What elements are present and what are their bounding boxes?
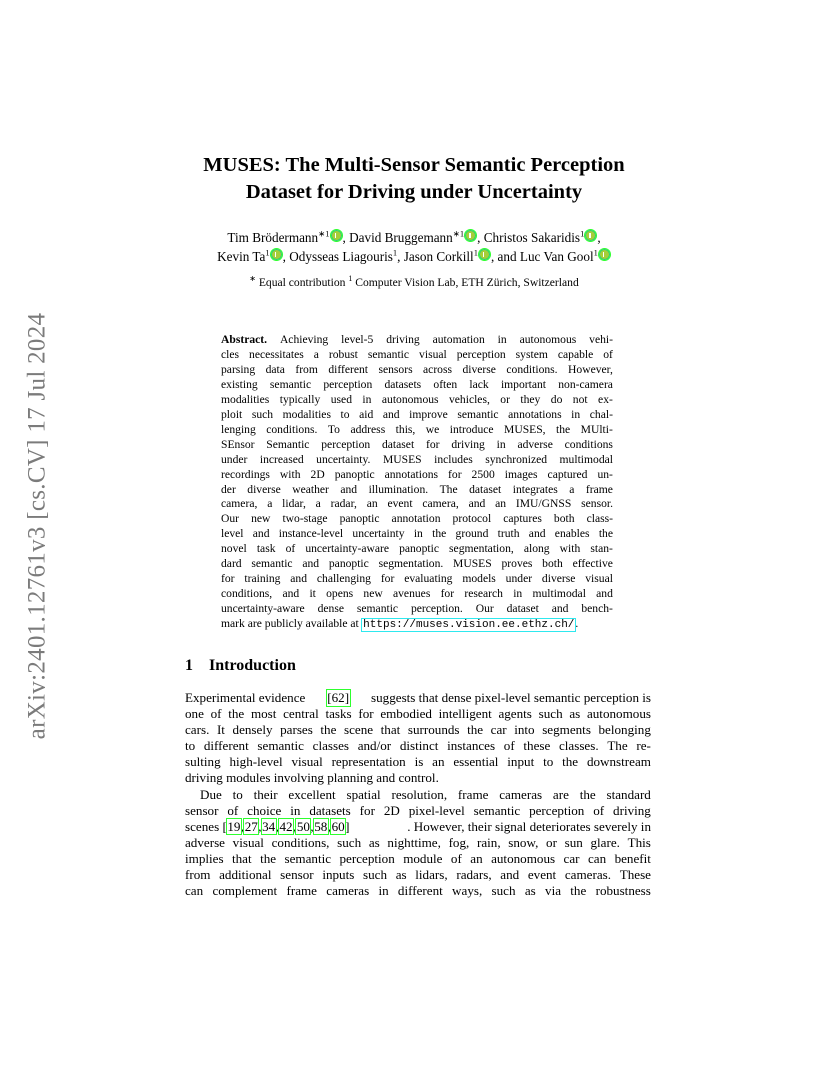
author-sup: 1	[473, 247, 478, 258]
body-line: implies that the semantic perception module of an autonomous car can benefit	[185, 850, 651, 866]
body-line	[185, 819, 651, 835]
body-line: sulting high-level visual representation is an essential input to the downstream	[185, 754, 651, 770]
abstract-line: der diverse weather and illumination. The dataset integrates a frame	[221, 482, 613, 496]
abstract-line: conditions, and it opens new avenues for research in multimodal and	[221, 587, 613, 601]
abstract-line: level and instance-level uncertainty in the ground truth and enables the	[221, 527, 613, 541]
affil-sup: ∗	[249, 274, 256, 284]
body-line: cars. It densely parses the scene that surrounds the car into segments belonging	[185, 722, 651, 738]
author-sup: 1	[593, 247, 598, 258]
body-line: to different semantic classes and/or distinct instances of these classes. The re-	[185, 738, 651, 754]
abstract-line	[221, 617, 613, 632]
abstract-line: under increased uncertainty. MUSES includes synchronized multimodal	[221, 452, 613, 466]
section-number: 1	[185, 657, 193, 674]
author-name: , Christos Sakaridis	[477, 230, 581, 245]
body-line: from additional sensor inputs such as lidars, radars, and event cameras. These	[185, 867, 651, 883]
title-line-2: Dataset for Driving under Uncertainty	[245, 181, 583, 203]
author-name: , David Bruggemann	[342, 230, 453, 245]
abstract-line: dard semantic and panoptic segmentation. MUSES proves both effective	[221, 557, 613, 571]
citation-link[interactable]: 50	[296, 818, 310, 834]
orcid-icon[interactable]	[465, 230, 476, 241]
body-text: scenes	[185, 818, 220, 834]
arxiv-identifier	[16, 296, 58, 756]
affiliation	[140, 275, 688, 291]
arxiv-id-text: arXiv:2401.12761v3 [cs.CV] 17 Jul 2024	[23, 312, 50, 740]
author-sup: 1	[580, 228, 585, 239]
citation-link[interactable]: 58	[314, 818, 328, 834]
citation-link[interactable]: 42	[279, 818, 293, 834]
abstract-line: existing semantic perception datasets often lack important non-camera	[221, 377, 613, 391]
body-text: suggests that dense pixel-level semantic perception is	[371, 690, 651, 705]
affil-sup: 1	[348, 274, 353, 284]
author-name: , and Luc Van Gool	[490, 249, 594, 264]
abstract-label: Abstract.	[221, 333, 268, 346]
author-sup: 1	[392, 247, 398, 258]
body-text: Experimental evidence	[185, 690, 306, 705]
abstract-line: camera, a lidar, a radar, an event camera, and an IMU/GNSS sensor.	[221, 497, 613, 511]
affil-text: Equal contribution	[255, 276, 349, 289]
paper-title	[150, 152, 678, 206]
abstract	[221, 333, 613, 632]
introduction-body	[185, 690, 651, 899]
body-line: one of the most central tasks for embodied intelligent agents such as autonomous	[185, 706, 651, 722]
body-text: scenes [19,27,34,42,50,58,60]	[185, 818, 350, 834]
abstract-line: lenging conditions. To address this, we introduce MUSES, the MUlti-	[221, 422, 613, 436]
section-heading-introduction	[185, 656, 296, 676]
body-line: Due to their excellent spatial resolution, frame cameras are the standard	[200, 786, 651, 802]
abstract-line: ploit such modalities to aid and improve semantic annotations in chal-	[221, 407, 613, 421]
author-name: , Jason Corkill	[397, 249, 474, 264]
abstract-text: mark are publicly available at	[221, 617, 359, 631]
body-line: driving modules involving planning and control.	[185, 770, 439, 786]
abstract-line: SEnsor Semantic perception dataset for driving in adverse conditions	[221, 437, 613, 451]
citation-link[interactable]: 19	[227, 818, 241, 834]
orcid-icon[interactable]	[585, 230, 596, 241]
author-name: Kevin Ta	[217, 249, 266, 264]
title-line-1: MUSES: The Multi-Sensor Semantic Perception	[203, 154, 625, 176]
section-title: Introduction	[209, 657, 296, 674]
author-separator: ,	[597, 230, 601, 245]
abstract-line: Our new two-stage panoptic annotation protocol captures both class-	[221, 512, 613, 526]
citation-link[interactable]: 27	[244, 818, 258, 834]
author-line-1	[140, 228, 688, 247]
abstract-period: .	[575, 617, 579, 631]
abstract-line: modalities typically used in autonomous vehicles, or they do not ex-	[221, 392, 613, 406]
citation-link[interactable]: 34	[262, 818, 276, 834]
author-sup: ∗1	[452, 228, 465, 239]
author-name: Tim Brödermann	[227, 230, 319, 245]
body-line: can complement frame cameras in different ways, such as via the robustness	[185, 883, 651, 899]
body-line	[185, 690, 651, 706]
abstract-line: parsing data from different sensors across diverse conditions. However,	[221, 362, 613, 376]
citation-link[interactable]: 60	[331, 818, 345, 834]
abstract-line: recordings with 2D panoptic annotations for 2500 images captured un-	[221, 467, 613, 481]
body-text: . However, their signal deteriorates severely in	[407, 818, 651, 834]
orcid-icon[interactable]	[331, 230, 342, 241]
abstract-line: for training and challenging for evaluating models under diverse visual	[221, 572, 613, 586]
abstract-line: novel task of uncertainty-aware panoptic segmentation, along with stan-	[221, 542, 613, 556]
author-line-2	[140, 247, 688, 266]
author-sup: ∗1	[318, 228, 330, 239]
body-line: sensor of choice in datasets for 2D pixel-level semantic perception of driving	[185, 802, 651, 818]
orcid-icon[interactable]	[479, 249, 490, 260]
abstract-line: cles necessitates a robust semantic visual perception system capable of	[221, 347, 613, 361]
citation-link[interactable]: [62]	[327, 690, 350, 705]
affil-text: Computer Vision Lab, ETH Zürich, Switzerland	[352, 276, 579, 289]
abstract-line: uncertainty-aware dense semantic perception. Our dataset and bench-	[221, 602, 613, 616]
abstract-line: Abstract. Achieving level-5 driving automation in autonomous vehi-	[221, 333, 613, 346]
body-line: adverse visual conditions, such as nighttime, fog, rain, snow, or sun glare. This	[185, 834, 651, 850]
orcid-icon[interactable]	[271, 249, 282, 260]
orcid-icon[interactable]	[599, 249, 610, 260]
dataset-url-group	[362, 617, 578, 632]
author-name: , Odysseas Liagouris	[282, 249, 393, 264]
dataset-url-link[interactable]: https://muses.vision.ee.ethz.ch/	[363, 619, 575, 632]
author-sup: 1	[265, 247, 270, 258]
author-list	[140, 228, 688, 266]
